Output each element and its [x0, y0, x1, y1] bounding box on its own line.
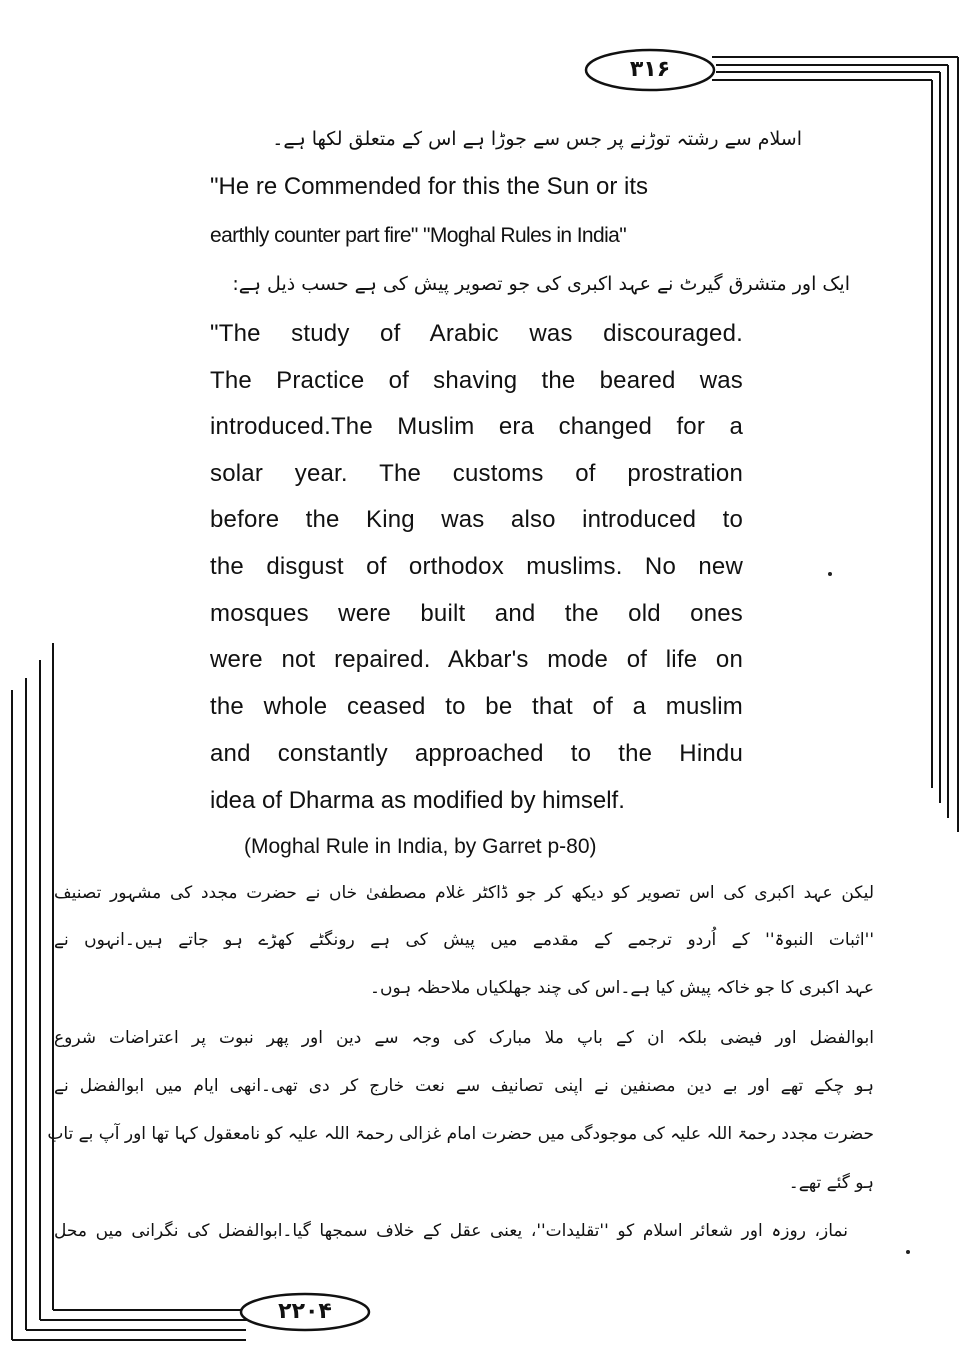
urdu-body-line: ''اثبات النبوۃ'' کے اُردو ترجمے کے مقدمے میں پیش کی ہے رونگٹے کھڑے ہو جاتے ہیں۔انہوں نے	[54, 930, 874, 950]
stray-dot	[906, 1250, 910, 1254]
english-quote-2-line: introduced.The Muslim era changed for a	[210, 413, 743, 440]
english-quote-2-line: were not repaired. Akbar's mode of life on	[210, 646, 743, 673]
urdu-body-line: حضرت مجدد رحمۃ اللہ علیہ کی موجودگی میں حضرت امام غزالی رحمۃ اللہ علیہ کو نامعقول کہا تھا اور آپ بے تاب	[47, 1124, 874, 1144]
urdu-body-line: عہد اکبری کا جو خاکہ پیش کیا ہے۔اس کی چند جھلکیاں ملاحظہ ہوں۔	[370, 978, 874, 998]
urdu-body-line: نماز، روزہ اور شعائر اسلام کو ''تقلیدات''، یعنی عقل کے خلاف سمجھا گیا۔ابوالفضل کی نگرانی میں محل	[54, 1221, 848, 1241]
english-quote-2-line: The Practice of shaving the beared was	[210, 367, 743, 394]
english-quote-1-line-2: earthly counter part fire" "Moghal Rules in India"	[210, 224, 627, 247]
english-quote-2-line: the whole ceased to be that of a muslim	[210, 693, 743, 720]
urdu-body-line: ہو چکے تھے اور بے دین مصنفین نے اپنی تصانیف سے نعت خارج کر دی تھی۔انھی ایام میں ابوالفضل نے	[54, 1076, 874, 1096]
english-quote-2-line: mosques were built and the old ones	[210, 600, 743, 627]
urdu-body-line: ابوالفضل اور فیضی بلکہ ان کے باپ ملا مبارک کی وجہ سے دین اور پھر نبوت پر اعتراضات شروع	[54, 1028, 874, 1048]
stray-dot	[828, 572, 832, 576]
page-number-top: ۳۱۶	[629, 57, 671, 82]
english-quote-2-line: solar year. The customs of prostration	[210, 460, 743, 487]
citation: (Moghal Rule in India, by Garret p-80)	[244, 835, 597, 858]
english-quote-2-line: before the King was also introduced to	[210, 506, 743, 533]
english-quote-2-line: idea of Dharma as modified by himself.	[210, 787, 625, 814]
english-quote-2-line: the disgust of orthodox muslims. No new	[210, 553, 743, 580]
urdu-body-line: ہو گئے تھے۔	[788, 1173, 874, 1193]
english-quote-2-line: "The study of Arabic was discouraged.	[210, 320, 743, 347]
english-quote-1-line-1: "He re Commended for this the Sun or its	[210, 173, 649, 200]
urdu-body-line: لیکن عہد اکبری کی اس تصویر کو دیکھ کر جو ڈاکٹر غلام مصطفیٰ خاں نے حضرت مجدد کی مشہور تصنیف	[54, 883, 874, 903]
page-number-bottom: ۲۲۰۴	[278, 1299, 332, 1324]
urdu-intro-line: اسلام سے رشتہ توڑنے پر جس سے جوڑا ہے اس کے متعلق لکھا ہے۔	[272, 128, 802, 150]
urdu-mid-line: ایک اور متشرق گیرٹ نے عہد اکبری کی جو تصویر پیش کی ہے حسب ذیل ہے:	[232, 273, 850, 295]
english-quote-2-line: and constantly approached to the Hindu	[210, 740, 743, 767]
